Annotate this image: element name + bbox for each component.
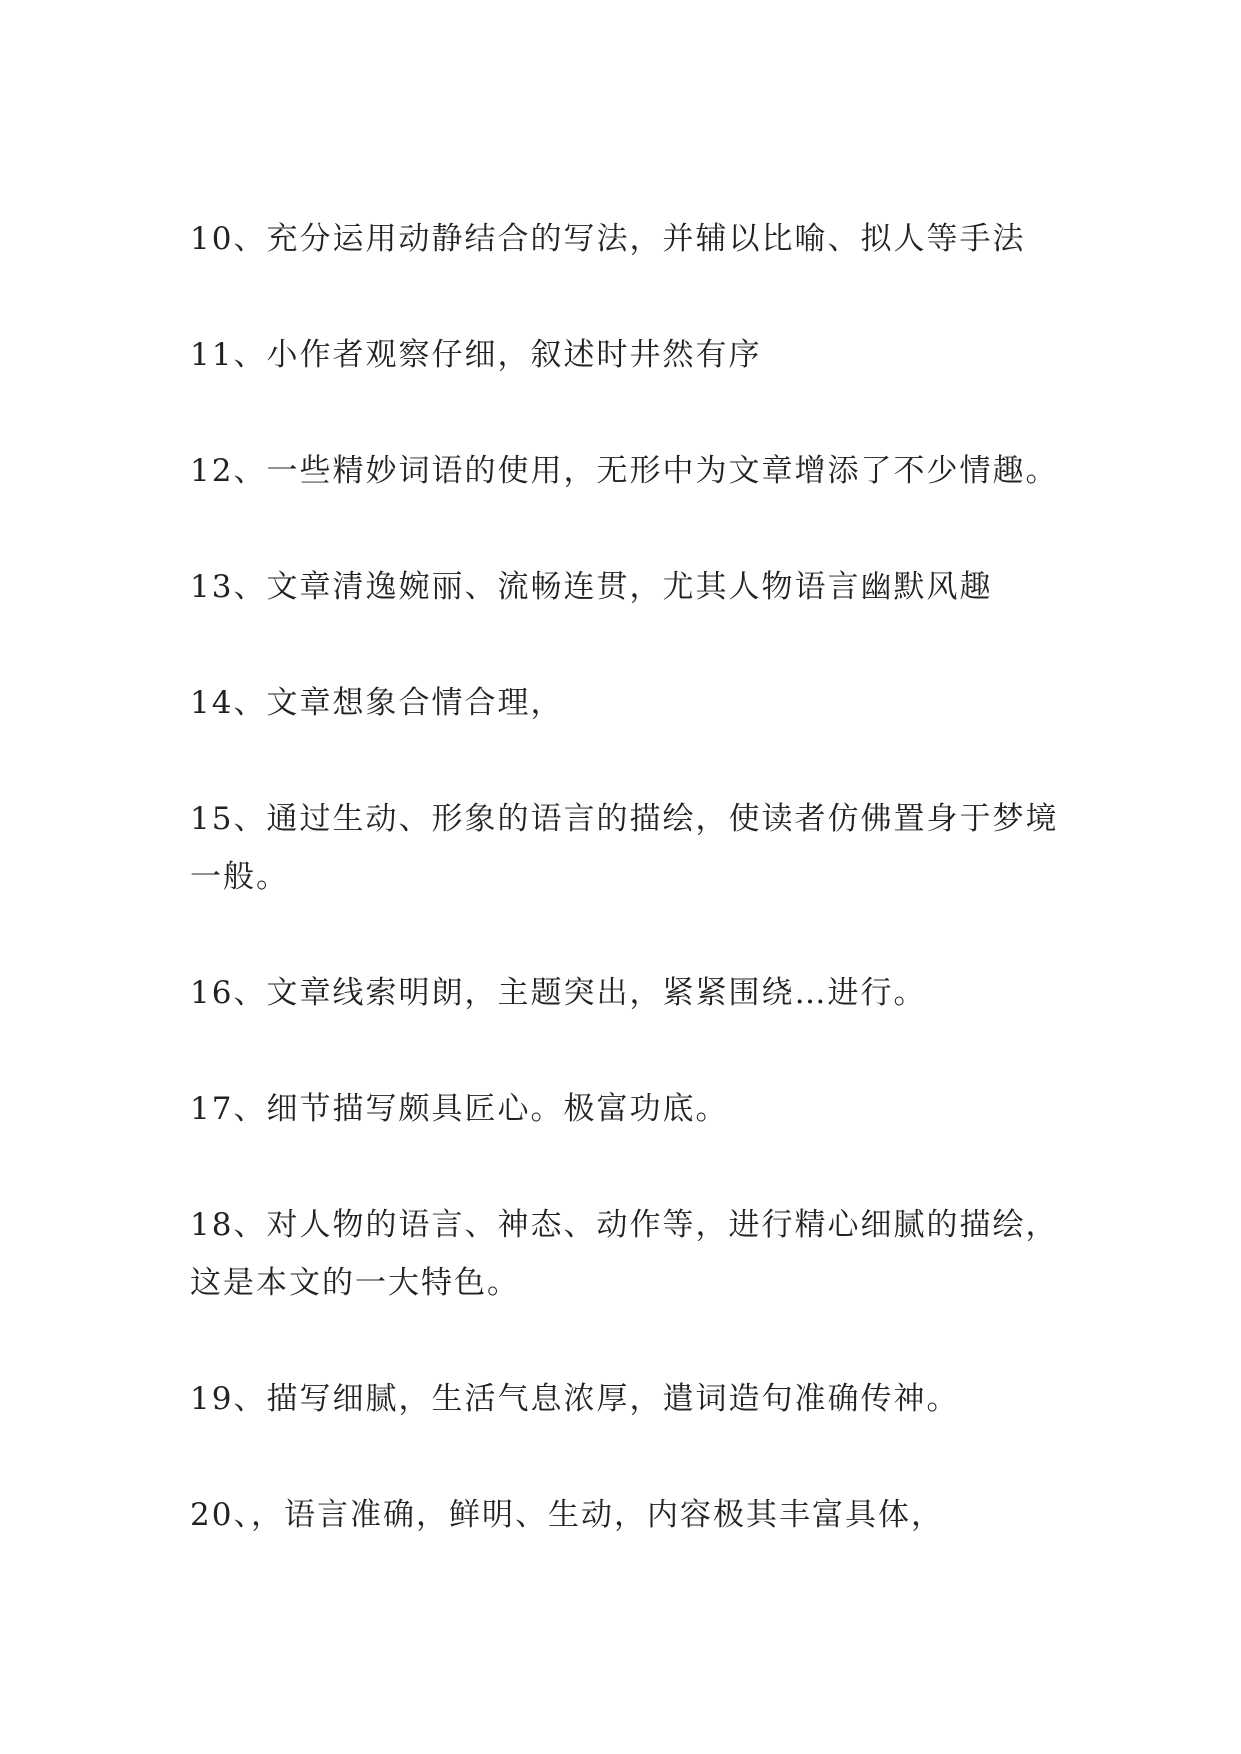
list-item: 20、，语言准确，鲜明、生动，内容极其丰富具体， <box>190 1497 944 1533</box>
list-item: 11、小作者观察仔细，叙述时井然有序 <box>190 337 762 373</box>
list-item: 12、一些精妙词语的使用，无形中为文章增添了不少情趣。 <box>190 453 1059 489</box>
list-item: 10、充分运用动静结合的写法，并辅以比喻、拟人等手法 <box>190 221 1026 257</box>
list-item: 16、文章线索明朗，主题突出，紧紧围绕…进行。 <box>190 975 927 1011</box>
comment-list <box>190 210 1090 1544</box>
list-item: 17、细节描写颇具匠心。极富功底。 <box>190 1091 729 1127</box>
list-item: 14、文章想象合情合理， <box>190 685 564 721</box>
list-item: 18、对人物的语言、神态、动作等，进行精心细腻的描绘，这是本文的一大特色。 <box>190 1207 1059 1301</box>
list-item: 15、通过生动、形象的语言的描绘，使读者仿佛置身于梦境一般。 <box>190 801 1059 895</box>
list-item: 13、文章清逸婉丽、流畅连贯，尤其人物语言幽默风趣 <box>190 569 993 605</box>
list-item: 19、描写细腻，生活气息浓厚，遣词造句准确传神。 <box>190 1381 960 1417</box>
